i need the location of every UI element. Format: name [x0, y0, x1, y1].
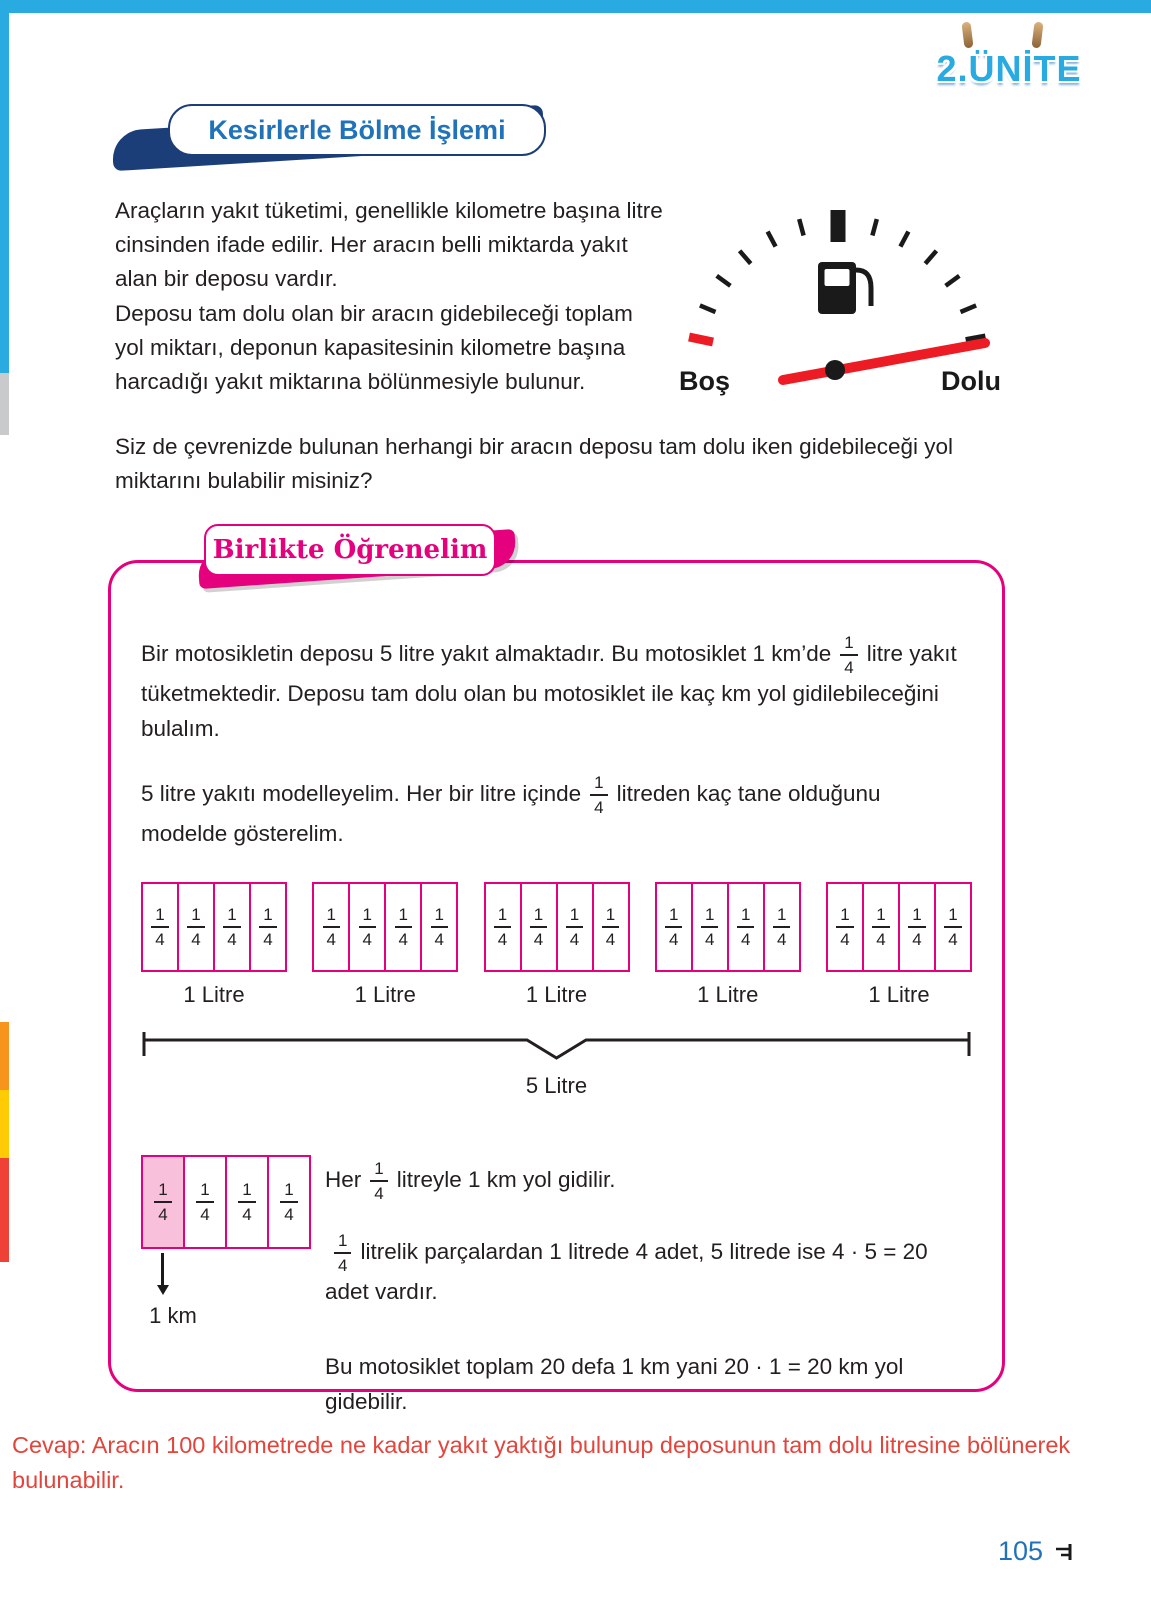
page-edge-strip-gray	[0, 373, 9, 435]
fraction-one-quarter: $\frac{1}{4}$	[151, 905, 168, 949]
question-paragraph: Siz de çevrenizde bulunan herhangi bir aracın deposu tam dolu iken gidebileceği yol miktarını bulabilir misiniz?	[115, 434, 954, 493]
quarter-cell	[594, 884, 628, 970]
fraction-one-quarter: $\frac{1}{4}$	[223, 905, 240, 949]
fraction-one-quarter: $\frac{1}{4}$	[395, 905, 412, 949]
fraction-one-quarter: $\frac{1}{4}$	[259, 905, 276, 949]
litre-bar	[312, 882, 458, 972]
litre-bar	[826, 882, 972, 972]
down-arrow-icon	[161, 1253, 164, 1285]
quarter-cell	[185, 1157, 227, 1247]
pushpin-icon	[961, 22, 973, 49]
fraction-one-quarter: $\frac{1}{4}$	[773, 905, 790, 949]
fraction-one-quarter: $\frac{1}{4}$	[602, 905, 619, 949]
lesson-paragraph-1	[141, 633, 972, 747]
top-accent-bar	[0, 0, 1151, 13]
fraction-one-quarter: $\frac{1}{4}$	[566, 905, 583, 949]
fuel-gauge-icon	[663, 194, 1013, 399]
fraction-one-quarter: $\frac{1}{4}$	[154, 1180, 171, 1224]
fraction-one-quarter: $\frac{1}{4}$	[431, 905, 448, 949]
page-title: Kesirlerle Bölme İşlemi	[168, 104, 546, 156]
fraction-one-quarter: $\frac{1}{4}$	[334, 1231, 351, 1275]
quarter-cell	[900, 884, 936, 970]
fraction-one-quarter: $\frac{1}{4}$	[590, 773, 607, 817]
text-run: litreden kaç tane olduğunu modelde gösterelim.	[141, 780, 881, 846]
lesson-banner	[190, 524, 525, 586]
quarter-cell	[729, 884, 765, 970]
page-corner-mark-icon	[1053, 1542, 1075, 1562]
intro-section	[115, 194, 1015, 404]
text-run: litreyle 1 km yol gidilir.	[396, 1166, 616, 1192]
quarter-cell	[522, 884, 558, 970]
quarter-cell	[828, 884, 864, 970]
text-run: 5 litre yakıtı modelleyelim. Her bir litre içinde	[141, 780, 582, 806]
one-litre-diagram	[141, 1155, 311, 1329]
fraction-one-quarter: $\frac{1}{4}$	[840, 633, 857, 677]
fraction-one-quarter: $\frac{1}{4}$	[737, 905, 754, 949]
intro-paragraph-2: Deposu tam dolu olan bir aracın gidebileceği toplam yol miktarı, deponun kapasitesinin kilometre başına harcadığı yakıt miktarına bölünmesiyle bulunur.	[115, 301, 633, 394]
quarter-cell	[657, 884, 693, 970]
text-run: litrelik parçalardan 1 litrede 4 adet, 5 litrede ise 4 · 5 = 20 adet vardır.	[325, 1238, 928, 1304]
quarter-cell	[251, 884, 285, 970]
page-edge-strip-orange	[0, 1022, 9, 1090]
fraction-one-quarter: $\frac{1}{4}$	[187, 905, 204, 949]
one-km-label: 1 km	[149, 1302, 197, 1328]
quarter-cell	[765, 884, 799, 970]
lesson-paragraph-2	[141, 773, 972, 852]
quarter-cell	[386, 884, 422, 970]
example-text	[311, 1155, 975, 1420]
bracket-icon	[141, 1030, 972, 1066]
litre-bar	[655, 882, 801, 972]
fraction-one-quarter: $\frac{1}{4}$	[280, 1180, 297, 1224]
fraction-one-quarter: $\frac{1}{4}$	[944, 905, 961, 949]
unit-badge-label: 2.ÜNİTE	[936, 48, 1082, 89]
quarter-cell	[422, 884, 456, 970]
intro-text	[115, 194, 663, 404]
example-conclusion: Bu motosiklet toplam 20 defa 1 km yani 20 · 1 = 20 km yol gidebilir.	[325, 1353, 904, 1414]
page-edge-strip-blue	[0, 13, 9, 373]
quarter-cell	[693, 884, 729, 970]
litre-group	[312, 882, 458, 1008]
litre-label: 1 Litre	[183, 981, 245, 1007]
litre-bar	[484, 882, 630, 972]
five-litre-model	[141, 882, 972, 1008]
page-edge-strip-yellow	[0, 1090, 9, 1158]
litre-label: 1 Litre	[697, 981, 759, 1007]
fraction-one-quarter: $\frac{1}{4}$	[323, 905, 340, 949]
pushpin-icon	[1031, 22, 1043, 49]
fuel-gauge-figure	[663, 194, 1015, 404]
fuel-pump-icon	[818, 262, 871, 314]
litre-group	[484, 882, 630, 1008]
lesson-banner-label: Birlikte Öğrenelim	[204, 524, 496, 576]
gauge-pivot	[825, 360, 845, 380]
litre-label: 1 Litre	[354, 981, 416, 1007]
fraction-one-quarter: $\frac{1}{4}$	[238, 1180, 255, 1224]
five-litre-bracket	[141, 1030, 972, 1099]
section-title-banner	[112, 104, 557, 166]
quarter-cell	[314, 884, 350, 970]
quarter-cell	[269, 1157, 309, 1247]
litre-label: 1 Litre	[525, 981, 588, 1007]
text-run: litre yakıt tüketmektedir. Deposu tam dolu olan bu motosiklet ile kaç km yol gidilebileceğini bulalım.	[141, 640, 957, 741]
total-litres-label: 5 Litre	[525, 1072, 588, 1098]
down-arrow-head-icon	[157, 1285, 169, 1295]
fraction-one-quarter: $\frac{1}{4}$	[665, 905, 682, 949]
one-km-example	[141, 1155, 972, 1420]
quarter-cell	[558, 884, 594, 970]
example-line-2	[325, 1231, 975, 1310]
gauge-empty-label: Boş	[679, 366, 731, 396]
page-number: 105	[997, 1536, 1043, 1566]
quarter-cell	[864, 884, 900, 970]
page-edge-strip-red	[0, 1158, 9, 1262]
intro-paragraph-1: Araçların yakıt tüketimi, genellikle kilometre başına litre cinsinden ifade edilir. Her aracın belli miktarda yakıt alan bir deposu vardır.	[115, 198, 663, 291]
text-run: Her	[325, 1166, 362, 1192]
fraction-one-quarter: $\frac{1}{4}$	[872, 905, 889, 949]
fraction-one-quarter: $\frac{1}{4}$	[836, 905, 853, 949]
fraction-one-quarter: $\frac{1}{4}$	[494, 905, 511, 949]
litre-group	[655, 882, 801, 1008]
unit-badge	[929, 30, 1089, 100]
litre-group	[141, 882, 287, 1008]
fraction-one-quarter: $\frac{1}{4}$	[530, 905, 547, 949]
quarter-cell	[936, 884, 970, 970]
quarter-cell	[215, 884, 251, 970]
litre-bar	[141, 1155, 311, 1249]
quarter-cell	[350, 884, 386, 970]
text-run: Bir motosikletin deposu 5 litre yakıt almaktadır. Bu motosiklet 1 km’de	[141, 640, 832, 666]
litre-group	[826, 882, 972, 1008]
fraction-one-quarter: $\frac{1}{4}$	[908, 905, 925, 949]
answer-text: Cevap: Aracın 100 kilometrede ne kadar yakıt yaktığı bulunup deposunun tam dolu litresine bölünerek bulunabilir.	[12, 1432, 1071, 1494]
quarter-cell	[143, 884, 179, 970]
page-number-area	[998, 1536, 1075, 1567]
fraction-one-quarter: $\frac{1}{4}$	[196, 1180, 213, 1224]
quarter-cell	[227, 1157, 269, 1247]
litre-bar	[141, 882, 287, 972]
quarter-cell-highlighted	[143, 1157, 185, 1247]
quarter-cell	[179, 884, 215, 970]
fraction-one-quarter: $\frac{1}{4}$	[701, 905, 718, 949]
litre-label: 1 Litre	[868, 981, 930, 1007]
lesson-box	[108, 560, 1005, 1414]
fraction-one-quarter: $\frac{1}{4}$	[370, 1159, 387, 1203]
quarter-cell	[486, 884, 522, 970]
gauge-full-label: Dolu	[941, 366, 1001, 396]
example-line-1	[325, 1159, 975, 1203]
fraction-one-quarter: $\frac{1}{4}$	[359, 905, 376, 949]
